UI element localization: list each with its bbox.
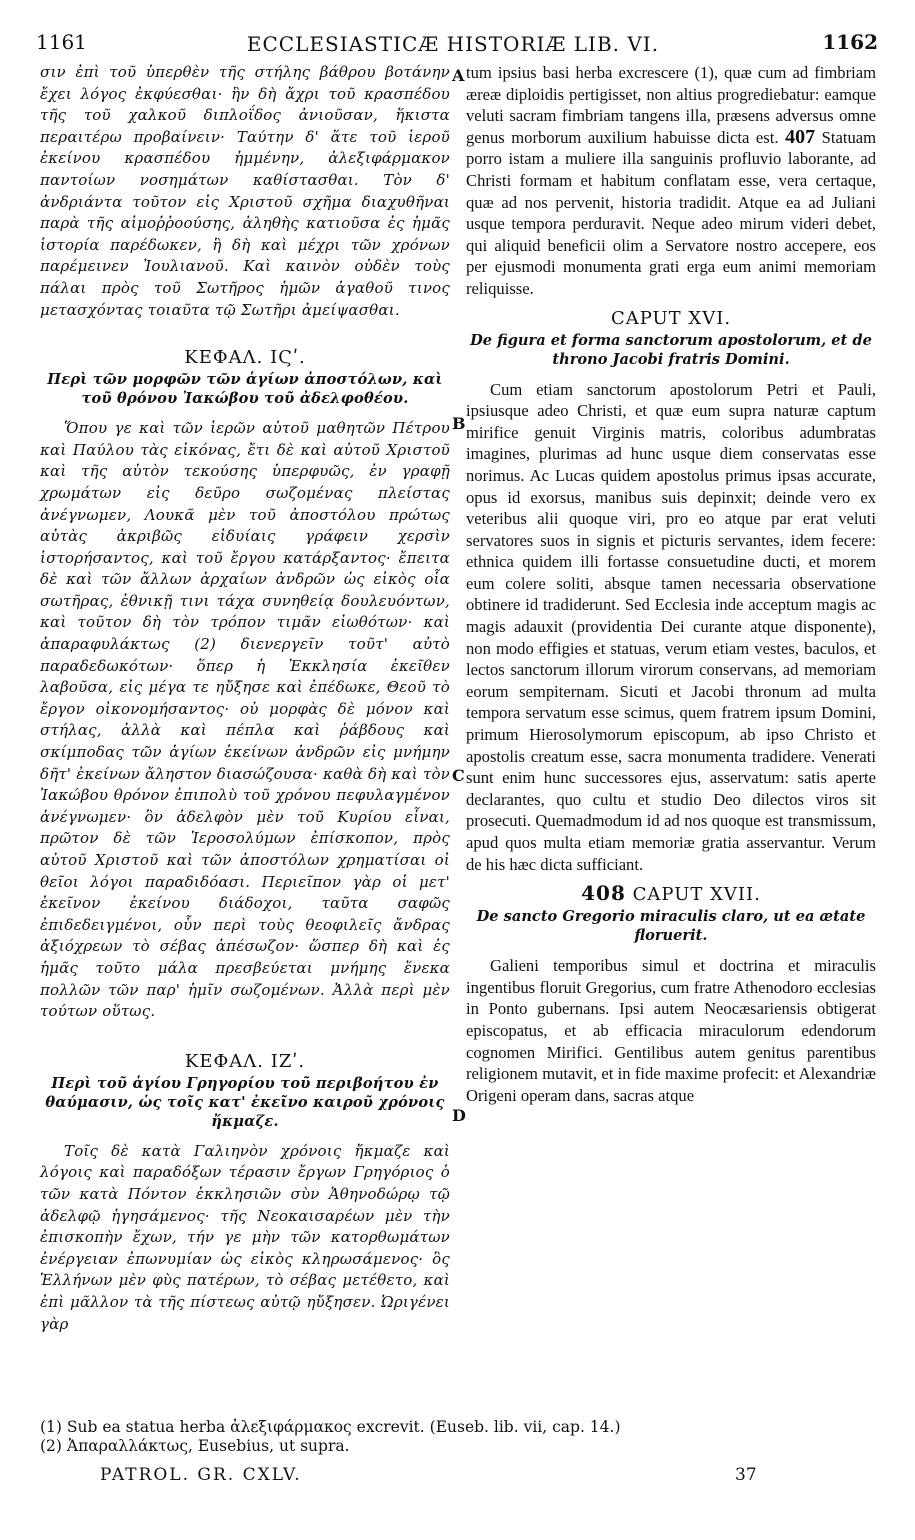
latin-paragraph-1-part-a: tum ipsius basi herba excrescere (1), quæ cum ad fimbriam æreæ diploidis pertigisset, non altius progrediebatur: eamque veluti sacram fimbriam tangens illa, præsens adversus omne genus morborum auxilium habuisse dicta est. bbox=[466, 63, 876, 147]
greek-chapter-17-heading: ΚΕΦΑΛ. ΙΖʹ. bbox=[184, 1050, 306, 1072]
latin-paragraph-1-part-b: Statuam porro istam a muliere illa sanguinis profluvio laborante, ad Christi formam et habitum conflatam esse, vera certaque, quæ ad nos pervenit, historia tradidit. Atque ea ad Juliani usque tempora perduravit. Neque adeo mirum videri debet, qui aliquid beneficii olim a Servatore nostro accepere, eos per ejusmodi monumenta grati erga eum animi memoriam reliquisse. bbox=[466, 127, 877, 298]
greek-chapter-16-title: Περὶ τῶν μορφῶν τῶν ἁγίων ἀποστόλων, καὶ τοῦ θρόνου Ἰακώβου τοῦ ἀδελφοθέου. bbox=[47, 371, 443, 408]
latin-paragraph-1 bbox=[466, 62, 876, 300]
latin-chapter-17-heading-text: CAPUT XVII. bbox=[632, 884, 761, 906]
greek-chapter-16-body: Ὅπου γε καὶ τῶν ἱερῶν αὐτοῦ μαθητῶν Πέτρου καὶ Παύλου τὰς εἰκόνας, ἔτι δὲ καὶ αὐτοῦ Χριστοῦ καὶ τῆς αὐτὸν τεκούσης ὑπερφυῶς, ἐν γραφῇ χρωμάτων εἰς δεῦρο σωζομένας πλείστας ἀνέγνωμεν, Λουκᾶ μὲν τοῦ ἀποστόλου πρώτως αὐτὰς ἀκριβῶς εἰδυίαις γράφειν χερσὶν ἱστορήσαντος, καὶ τοῦ ἔργου κατάρξαντος· ἔπειτα δὲ καὶ τῶν ἄλλων ἀρχαίων ἀνδρῶν ὡς εἰκὸς οἷα σωτῆρας, ἐθνικῇ τινι τάχα συνηθείᾳ δουλευόντων, καὶ τοῦτον δὴ τὸν τρόπον τιμᾶν εἰωθότων· καὶ ἀπαραφυλάκτως (2) διενεργεῖν τοῦτ' αὐτὸ παραδεδωκότων· ὅπερ ἡ Ἐκκλησία ἐκεῖθεν λαβοῦσα, εἰς μέγα τε ηὔξησε καὶ ἐπέδωκε, Θεοῦ τὸ ἔργον οἰκονομήσαντος· οὐ μορφὰς δὲ μόνον καὶ στήλας, ἀλλὰ καὶ πέπλα καὶ ῥάβδους καὶ σκίμποδας τῶν ἁγίων ἐκείνων ἀνδρῶν εἰς μνήμην δῆτ' ἐκείνων ἄληστον διασώζουσα· καθὰ δὴ καὶ τὸν Ἰακώβου θρόνον ἐπιπολὺ τοῦ χρόνου πεφυλαγμένον ἀνέγνωμεν· ὃν ἀδελφὸν μὲν τοῦ Κυρίου εἶναι, πρῶτον δὲ τῶν Ἱεροσολύμων ἐπίσκοπον, πρὸς αὐτοῦ Χριστοῦ καὶ τῶν ἀποστόλων χρηματίσαι οἱ θεῖοι λόγοι παραδιδόασι. Περιεῖπον γὰρ οἱ μετ' ἐκεῖνον ἐκείνου διάδοχοι, ταῦτα σαφῶς ἐπιδεδειγμένοι, οὗν περὶ τοὺς θεοφιλεῖς ἄνδρας ἀξιόχρεων τὸ σέβας ἀπέσωζον· ὥσπερ δὴ καὶ ἐς ἡμᾶς τοῦτο μάλα πρεσβεύεται μνήμης ἕνεκα πολλῶν τῶν παρ' ἡμῖν σωζομένων. Ἀλλὰ περὶ μὲν τούτων οὕτως. bbox=[40, 419, 450, 1021]
column-number-407: 407 bbox=[785, 125, 816, 148]
page-number-left: 1161 bbox=[36, 30, 87, 54]
footnotes bbox=[40, 1418, 880, 1456]
running-title: ECCLESIASTICÆ HISTORIÆ LIB. VI. bbox=[246, 32, 660, 56]
running-header bbox=[28, 30, 878, 60]
margin-letter-a: A bbox=[452, 66, 465, 85]
margin-letter-d: D bbox=[452, 1106, 466, 1125]
latin-chapter-16-body: Cum etiam sanctorum apostolorum Petri et Pauli, ipsiusque adeo Christi, et quæ eum supra naturæ captum mirifice genuit Virginis matris, coloribus adumbratas imagines, plurimas ad hunc usque diem conservatas esse norimus. Ac Lucas quidem apostolus primus ipsas accurate, opus id exorsus, manibus suis depinxit; deinde vero ex veteribus alii quoque viri, pro eo atque par erat veluti servatores suos in signis et picturis servantes, idem fecere: ethnica quidem illi fortasse consuetudine ducti, et morem eum colere soliti, absque tamen necessaria observatione obtinere id tradiderunt. Sed Ecclesia inde acceptum magis ac magis adauxit (providentia Dei curante atque disponente), non modo effigies et statuas, verum etiam vestes, baculos, et lectos sanctorum illorum virorum conservans, ad memoriam eorum sempiternam. Sicuti et Jacobi thronum ad multa tempora servatum esse scimus, quem fratrem ipsum Domini, primum Hierosolymorum episcopum, ab ipso Christo et apostolis creatum esse, sacra monumenta tradidere. Venerati sunt enim hunc successores ejus, asservatum: satis aperte declarantes, quo cultu et studio Deo dilectos viros sit prosecuti. Quemadmodum id ad nos quoque est transmissum, apud quos multa etiam memoriæ gratia asservantur. Verum de his hæc dicta sufficiant. bbox=[466, 379, 876, 874]
page-footer bbox=[60, 1465, 820, 1489]
latin-chapter-16-title: De figura et forma sanctorum apostolorum, et de throno Jacobi fratris Domini. bbox=[470, 331, 872, 368]
margin-letter-b: B bbox=[452, 414, 466, 433]
footer-series-label: PATROL. GR. CXLV. bbox=[100, 1465, 302, 1485]
greek-column bbox=[40, 62, 450, 1335]
latin-column bbox=[466, 62, 876, 1106]
latin-chapter-17-heading bbox=[466, 881, 876, 905]
greek-paragraph-1: σιν ἐπὶ τοῦ ὑπερθὲν τῆς στήλης βάθρου βοτάνην ἔχει λόγος ἐκφύεσθαι· ἣν δὴ ἄχρι τοῦ κρασπέδου τῆς τοῦ χαλκοῦ διπλοΐδος ἀνιοῦσαν, ἥκιστα περαιτέρω προβαίνειν· Ταύτην δ' ἅτε τοῦ ἱεροῦ ἐκείνου κρασπέδου ἡμμένην, ἀλεξιφάρμακον παντοίων νοσημάτων καθίστασθαι. Τὸν δ' ἀνδριάντα τοῦτον εἰς Χριστοῦ σχῆμα διαχυθῆναι παρὰ τῆς αἱμοῤῥοούσης, ἀληθὴς κατιοῦσα ἐς ἡμᾶς ἱστορία παρέδωκεν, ἣ δὴ καὶ μέχρι τῶν χρόνων παρέμεινεν Ἰουλιανοῦ. Καὶ καινὸν οὐδὲν τοὺς πάλαι πρὸς τοῦ Σωτῆρος ἡμῶν ἀγαθοῦ τινος μετασχόντας τοιαῦτα τῷ Σωτῆρι ἀμείψασθαι. bbox=[40, 63, 450, 319]
footer-signature-number: 37 bbox=[735, 1465, 757, 1485]
page-number-right: 1162 bbox=[822, 30, 878, 54]
greek-chapter-16-heading: ΚΕΦΑΛ. ΙϚʹ. bbox=[184, 347, 306, 369]
margin-letter-c: C bbox=[452, 766, 465, 785]
column-number-408: 408 bbox=[581, 881, 626, 906]
footnote-2: (2) Ἀπαραλλάκτως, Eusebius, ut supra. bbox=[40, 1437, 350, 1455]
greek-chapter-17-title: Περὶ τοῦ ἁγίου Γρηγορίου τοῦ περιβοήτου ἐν θαύμασιν, ὡς τοῖς κατ' ἐκεῖνο καιροῦ χρόνοις ἤκμαζε. bbox=[45, 1074, 445, 1130]
latin-chapter-17-title: De sancto Gregorio miraculis claro, ut ea ætate floruerit. bbox=[476, 908, 866, 945]
latin-chapter-16-heading: CAPUT XVI. bbox=[610, 307, 732, 329]
greek-chapter-17-body: Τοῖς δὲ κατὰ Γαλιηνὸν χρόνοις ἤκμαζε καὶ λόγοις καὶ παραδόξων τέρασιν ἔργων Γρηγόριος ὁ τῶν κατὰ Πόντον ἐκκλησιῶν σὺν Ἀθηνοδώρῳ τῷ ἀδελφῷ ἡγησάμενος· τῆς Νεοκαισαρέων μὲν τὴν ἐπισκοπὴν ἔχων, τήν γε μὴν τῶν κατορθωμάτων ἐνέργειαν ἐπωνυμίαν ὡς εἰκὸς κληρωσάμενος· ὃς Ἑλλήνων μὲν φὺς πατέρων, τὸ σέβας μετέθετο, καὶ ἐπὶ μᾶλλον τὰ τῆς πίστεως αὐτῷ ηὔξησεν. Ὠριγένει γὰρ bbox=[40, 1141, 450, 1333]
footnote-1: (1) Sub ea statua herba ἀλεξιφάρμακος excrevit. (Euseb. lib. vii, cap. 14.) bbox=[40, 1418, 621, 1436]
latin-chapter-17-body: Galieni temporibus simul et doctrina et miraculis ingentibus floruit Gregorius, cum fratre Athenodoro ecclesias in Ponto gubernans. Ipsi autem Neocæsariensis obtigerat episcopatus, et ab efficacia miraculorum edendorum cognomen Mirifici. Gentilibus autem genitus parentibus religionem mutavit, et in fide maxime profecit: et Alexandriæ Origeni operam dans, sacras atque bbox=[466, 956, 876, 1105]
